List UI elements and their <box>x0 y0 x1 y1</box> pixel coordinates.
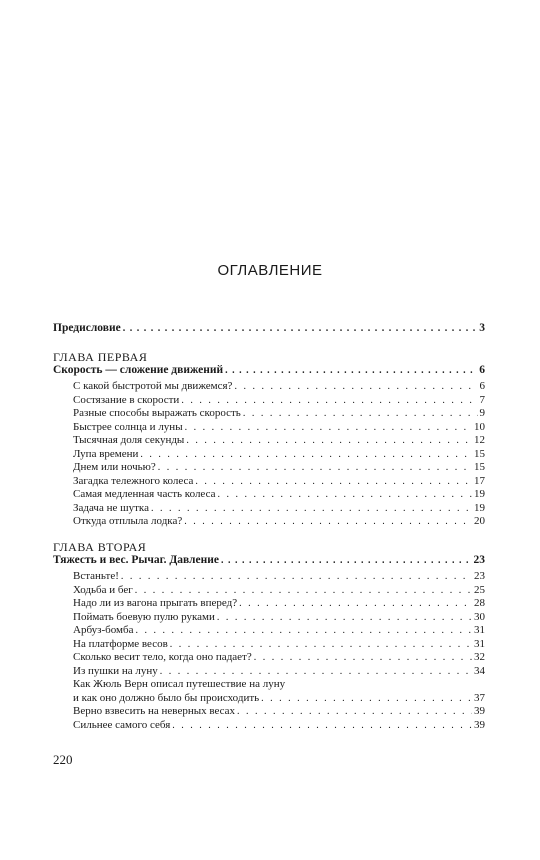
toc-entry-title: Встаньте! <box>73 570 119 582</box>
toc-entry-page: 23 <box>474 570 485 582</box>
toc-entry-title: Днем или ночью? <box>73 461 156 473</box>
toc-entry <box>53 502 485 516</box>
toc-entry-page: 19 <box>474 501 485 514</box>
toc-entry-page: 31 <box>474 637 485 650</box>
dot-leader <box>234 380 477 394</box>
toc-entry-title: Надо ли из вагона прыгать вперед? <box>73 597 238 609</box>
toc-entry-page: 20 <box>474 515 485 527</box>
dot-leader <box>185 421 472 435</box>
toc-entry-title: С какой быстротой мы движемся? <box>73 380 233 392</box>
toc-entry-page: 17 <box>474 474 485 487</box>
dot-leader <box>160 665 472 679</box>
dot-leader <box>184 515 472 529</box>
dot-leader <box>135 584 472 598</box>
toc-entry-page: 28 <box>474 597 485 609</box>
toc-entry <box>53 515 485 529</box>
toc-entry <box>53 394 485 408</box>
toc-entry <box>53 461 485 475</box>
toc-entry-title-line2: и как оно должно было бы происходить <box>73 691 260 704</box>
toc-entry <box>53 434 485 448</box>
table-of-contents <box>53 322 485 732</box>
toc-entry-title: Верно взвесить на неверных весах <box>73 705 236 717</box>
toc-entry-title: Тяжесть и вес. Рычаг. Давление <box>53 553 219 566</box>
toc-entry-title: Скорость — сложение движений <box>53 363 224 376</box>
chapter-label: ГЛАВА ПЕРВАЯ <box>53 349 148 364</box>
toc-entry <box>53 475 485 489</box>
dot-leader <box>217 611 472 625</box>
toc-entry-title-line1: Как Жюль Верн описал путешествие на луну <box>73 678 286 690</box>
toc-entry-title: Поймать боевую пулю руками <box>73 610 215 623</box>
toc-entry-title: На платформе весов <box>73 637 168 650</box>
toc-entry-page: 23 <box>473 553 485 566</box>
dot-leader <box>140 448 472 462</box>
dot-leader <box>243 407 478 421</box>
toc-entry-chapter <box>53 554 485 568</box>
dot-leader <box>225 364 477 378</box>
toc-entry-page: 19 <box>474 488 485 500</box>
dot-leader <box>170 638 472 652</box>
toc-entry-page: 32 <box>474 651 485 663</box>
toc-entry-title: Сколько весит тело, когда оно падает? <box>73 651 252 663</box>
dot-leader <box>221 554 472 568</box>
toc-entry-title: Быстрее солнца и луны <box>73 420 183 433</box>
dot-leader <box>254 651 472 665</box>
dot-leader <box>239 597 472 611</box>
toc-entry-title: Тысячная доля секунды <box>73 434 185 446</box>
toc-entry-title: Откуда отплыла лодка? <box>73 515 183 527</box>
toc-entry-title: Загадка тележного колеса <box>73 474 194 487</box>
toc-entry-preface <box>53 322 485 336</box>
dot-leader <box>123 322 478 336</box>
toc-entry-title: Сильнее самого себя <box>73 718 171 731</box>
toc-entry-chapter <box>53 364 485 378</box>
toc-entry <box>53 624 485 638</box>
toc-entry-title: Разные способы выражать скорость <box>73 407 241 419</box>
toc-entry-page: 6 <box>479 380 485 392</box>
chapter-label: ГЛАВА ВТОРАЯ <box>53 539 147 554</box>
toc-entry-page: 39 <box>474 718 485 731</box>
toc-entry-page: 39 <box>474 705 485 717</box>
toc-entry <box>53 611 485 625</box>
dot-leader <box>151 502 472 516</box>
toc-entry-page: 25 <box>474 583 485 596</box>
toc-entry-page: 15 <box>474 461 485 473</box>
toc-entry-page: 10 <box>474 420 485 433</box>
dot-leader <box>261 692 472 706</box>
toc-entry <box>53 488 485 502</box>
toc-entry <box>53 380 485 394</box>
dot-leader <box>135 624 472 638</box>
toc-entry-page: 34 <box>474 664 485 677</box>
toc-entry-page: 7 <box>479 393 485 406</box>
toc-entry <box>53 584 485 598</box>
toc-entry-page: 3 <box>479 322 485 334</box>
toc-entry-page: 12 <box>474 434 485 446</box>
toc-entry-page: 15 <box>474 447 485 460</box>
page-title: ОГЛАВЛЕНИЕ <box>217 262 323 279</box>
toc-entry-page: 9 <box>479 407 485 419</box>
dot-leader <box>186 434 472 448</box>
toc-entry-title: Лупа времени <box>73 447 139 460</box>
toc-entry-title: Состязание в скорости <box>73 393 180 406</box>
page-number: 220 <box>53 752 73 767</box>
toc-entry <box>53 719 485 733</box>
toc-entry-title: Ходьба и бег <box>73 583 133 596</box>
dot-leader <box>121 570 472 584</box>
dot-leader <box>181 394 477 408</box>
dot-leader <box>195 475 472 489</box>
dot-leader <box>237 705 472 719</box>
toc-entry-page: 30 <box>474 610 485 623</box>
toc-entry-title: Арбуз-бомба <box>73 624 134 636</box>
toc-entry <box>53 448 485 462</box>
dot-leader <box>158 461 472 475</box>
toc-entry-page: 31 <box>474 624 485 636</box>
toc-entry <box>53 570 485 584</box>
dot-leader <box>217 488 472 502</box>
dot-leader <box>172 719 472 733</box>
toc-entry <box>53 692 485 706</box>
toc-entry <box>53 705 485 719</box>
toc-entry-title: Из пушки на луну <box>73 664 158 677</box>
toc-entry <box>53 597 485 611</box>
toc-entry <box>53 651 485 665</box>
toc-entry <box>53 407 485 421</box>
toc-entry-page: 37 <box>474 691 485 704</box>
toc-entry <box>53 421 485 435</box>
toc-entry-title: Предисловие <box>53 322 121 334</box>
toc-entry-title: Задача не шутка <box>73 501 149 514</box>
toc-entry <box>53 638 485 652</box>
toc-entry <box>53 665 485 679</box>
toc-entry-title: Самая медленная часть колеса <box>73 488 216 500</box>
toc-entry-page: 6 <box>479 363 485 376</box>
